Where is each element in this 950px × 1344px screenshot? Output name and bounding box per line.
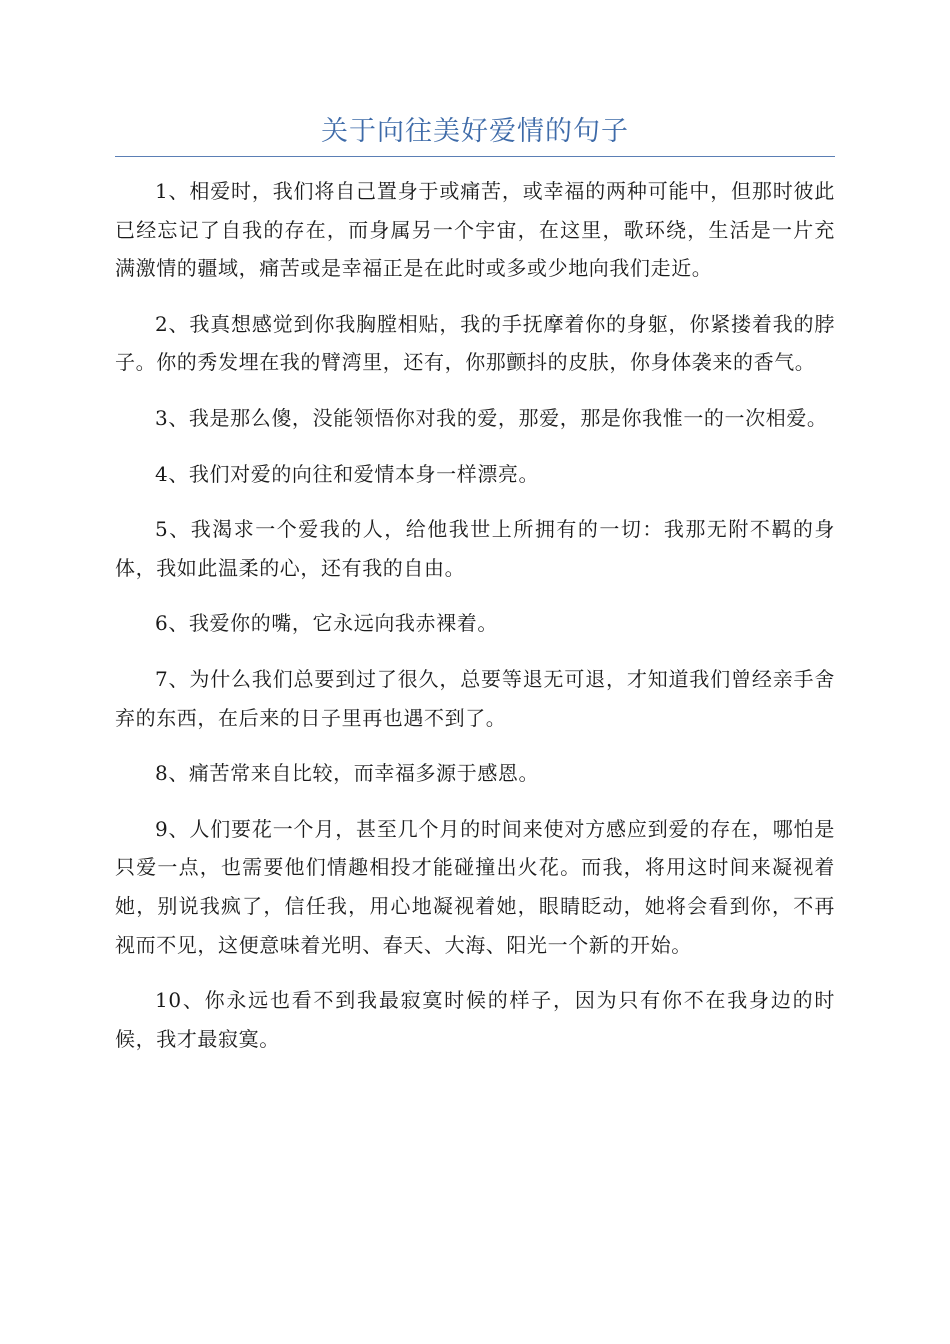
paragraph-4: 4、我们对爱的向往和爱情本身一样漂亮。 xyxy=(155,461,540,486)
paragraph-2: 2、我真想感觉到你我胸膛相贴，我的手抚摩着你的身躯，你紧搂着我的脖子。你的秀发埋在我的臂湾里，还有，你那颤抖的皮肤，你身体袭来的香气。 xyxy=(115,311,835,375)
paragraph-8: 8、痛苦常来自比较，而幸福多源于感恩。 xyxy=(155,761,540,786)
paragraph-9: 9、人们要花一个月，甚至几个月的时间来使对方感应到爱的存在，哪怕是只爱一点，也需要他们情趣相投才能碰撞出火花。而我，将用这时间来凝视着她，别说我疯了，信任我，用心地凝视着她，眼睛眨动，她将会看到你，不再视而不见，这便意味着光明、春天、大海、阳光一个新的开始。 xyxy=(115,816,835,957)
document-title: 关于向往美好爱情的句子 xyxy=(321,116,629,147)
paragraph-1: 1、相爱时，我们将自己置身于或痛苦，或幸福的两种可能中，但那时彼此已经忘记了自我的存在，而身属另一个宇宙，在这里，歌环绕，生活是一片充满激情的疆域，痛苦或是幸福正是在此时或多或少地向我们走近。 xyxy=(115,179,835,281)
paragraph-3: 3、我是那么傻，没能领悟你对我的爱，那爱，那是你我惟一的一次相爱。 xyxy=(155,405,828,430)
title-block xyxy=(115,112,835,157)
document-body xyxy=(115,172,835,1075)
paragraph-7: 7、为什么我们总要到过了很久，总要等退无可退，才知道我们曾经亲手舍弃的东西，在后来的日子里再也遇不到了。 xyxy=(115,666,835,730)
paragraph-10: 10、你永远也看不到我最寂寞时候的样子，因为只有你不在我身边的时候，我才最寂寞。 xyxy=(115,988,835,1051)
paragraph-6: 6、我爱你的嘴，它永远向我赤裸着。 xyxy=(155,611,498,636)
paragraph-5: 5、我渴求一个爱我的人，给他我世上所拥有的一切：我那无附不羁的身体，我如此温柔的心，还有我的自由。 xyxy=(115,517,835,580)
